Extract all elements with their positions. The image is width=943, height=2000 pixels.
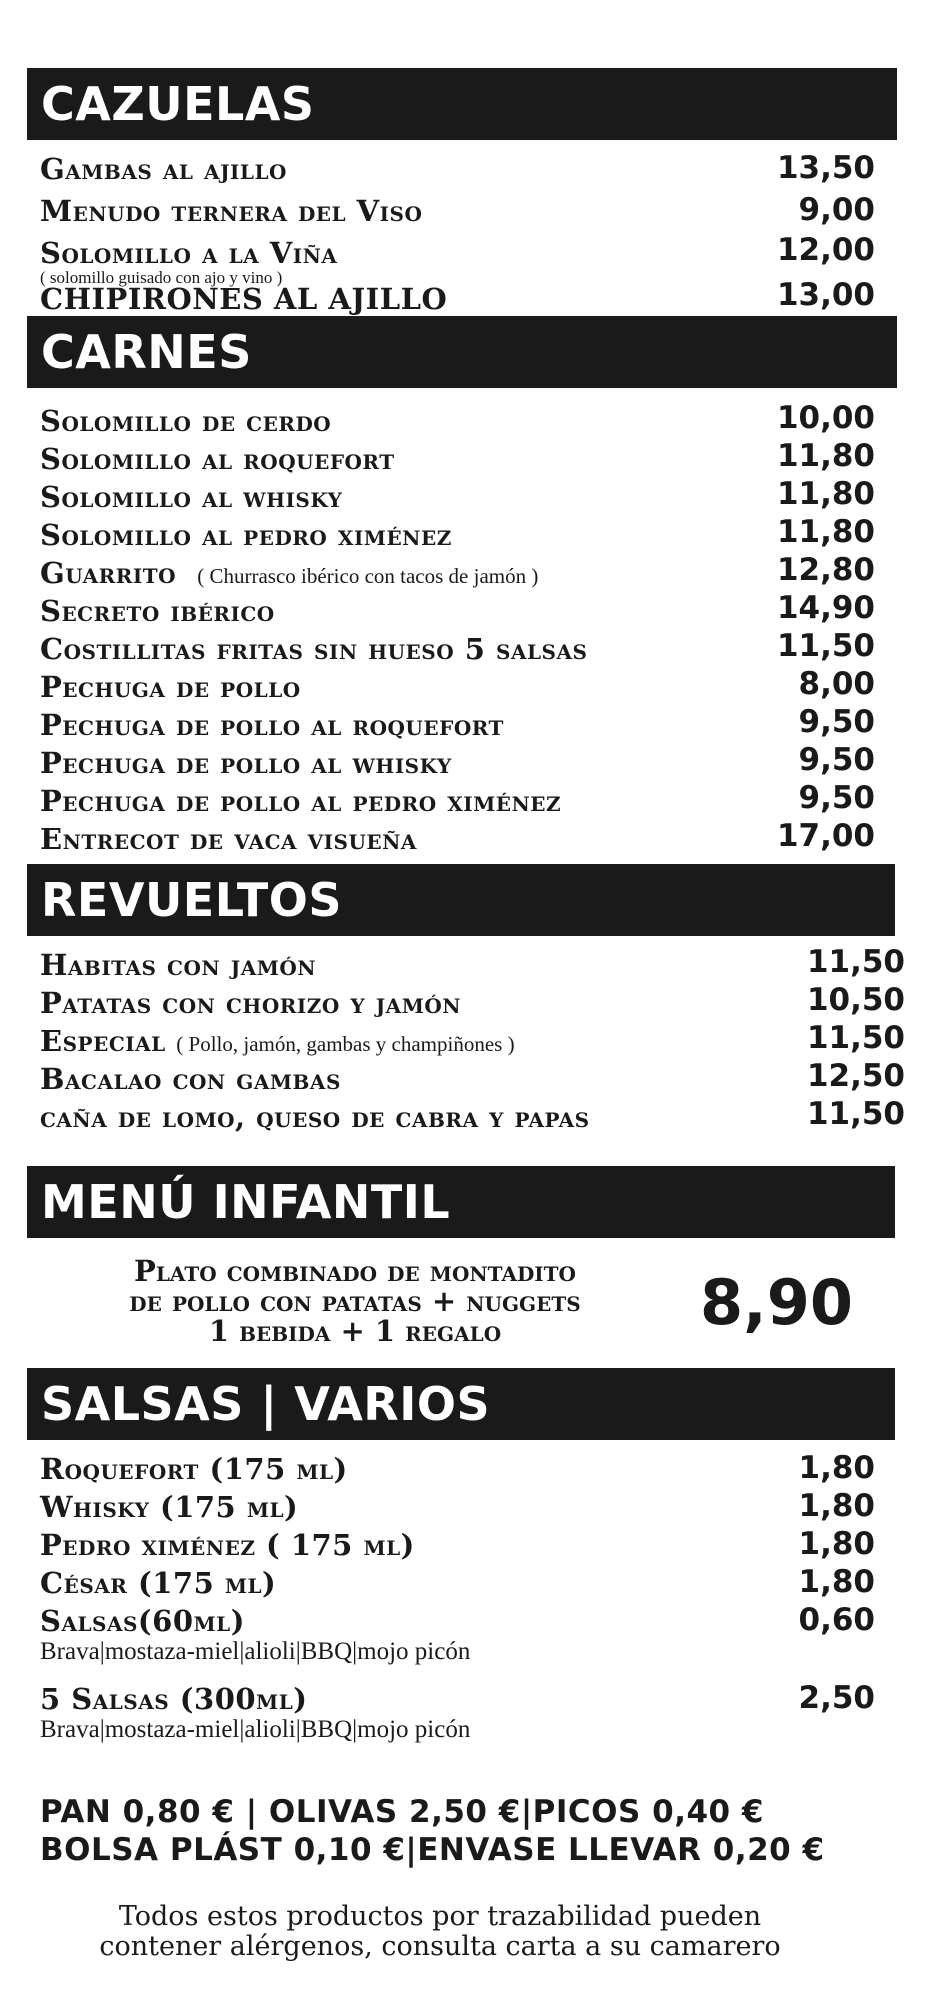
section-header-infantil: MENÚ INFANTIL [27, 1166, 895, 1238]
menu-item-price: 11,50 [806, 1096, 905, 1132]
menu-item-price: 10,50 [806, 982, 905, 1018]
menu-item-title: Especial [40, 1024, 166, 1058]
menu-item-price: 11,80 [776, 514, 875, 550]
extras-line: PAN 0,80 € | OLIVAS 2,50 €|PICOS 0,40 € [40, 1794, 764, 1830]
menu-item-price: 11,50 [806, 944, 905, 980]
menu-item-title: Guarrito [40, 556, 177, 590]
menu-item-name [40, 1024, 515, 1058]
menu-item-price: 1,80 [798, 1488, 875, 1524]
menu-item-price: 11,80 [776, 476, 875, 512]
menu-item-name: Solomillo al pedro ximénez [40, 518, 452, 552]
menu-item-name: Solomillo de cerdo [40, 404, 332, 438]
menu-item-price: 12,00 [776, 232, 875, 268]
menu-item-name: Costillitas fritas sin hueso 5 salsas [40, 632, 588, 666]
menu-item-name: Entrecot de vaca visueña [40, 822, 417, 856]
menu-item-price: 8,00 [798, 666, 875, 702]
menu-item-note: ( Pollo, jamón, gambas y champiñones ) [176, 1032, 515, 1056]
menu-item-price: 12,80 [776, 552, 875, 588]
menu-item-name: Pechuga de pollo al roquefort [40, 708, 504, 742]
menu-item-price: 11,80 [776, 438, 875, 474]
menu-item-price: 2,50 [798, 1680, 875, 1716]
menu-item-name: 5 Salsas (300ml) [40, 1682, 308, 1716]
sauce-options: Brava|mostaza-miel|alioli|BBQ|mojo picón [40, 1638, 471, 1665]
menu-item-price: 11,50 [776, 628, 875, 664]
menu-item-name: Solomillo a la Viña [40, 236, 338, 270]
allergen-notice: contener alérgenos, consulta carta a su camarero [99, 1931, 781, 1962]
section-header-carnes: CARNES [27, 316, 897, 388]
menu-item-name: Patatas con chorizo y jamón [40, 986, 462, 1020]
kids-menu-line: 1 bebida + 1 regalo [208, 1314, 502, 1348]
menu-item-name: Roquefort (175 ml) [40, 1452, 348, 1486]
section-header-revueltos: REVUELTOS [27, 864, 895, 936]
menu-item-note: ( Churrasco ibérico con tacos de jamón ) [197, 564, 539, 588]
menu-item-name [40, 556, 538, 590]
kids-menu-line: de pollo con patatas + nuggets [129, 1284, 581, 1318]
menu-item-name: Menudo ternera del Viso [40, 194, 423, 228]
menu-item-price: 11,50 [806, 1020, 905, 1056]
menu-item-price: 17,00 [776, 818, 875, 854]
menu-item-name: Pechuga de pollo [40, 670, 301, 704]
menu-item-price: 9,50 [798, 780, 875, 816]
menu-item-note: ( solomillo guisado con ajo y vino ) [40, 268, 283, 287]
menu-item-price: 9,50 [798, 704, 875, 740]
menu-item-price: 0,60 [798, 1602, 875, 1638]
menu-item-name: Gambas al ajillo [40, 152, 287, 186]
menu-item-name: César (175 ml) [40, 1566, 277, 1600]
menu-item-price: 14,90 [776, 590, 875, 626]
menu-item-price: 1,80 [798, 1526, 875, 1562]
menu-item-name: Habitas con jamón [40, 948, 317, 982]
menu-item-price: 12,50 [806, 1058, 905, 1094]
menu-item-name: Pechuga de pollo al whisky [40, 746, 452, 780]
menu-item-price: 1,80 [798, 1564, 875, 1600]
menu-item-name: Solomillo al roquefort [40, 442, 395, 476]
kids-menu-line: Plato combinado de montadito [134, 1254, 576, 1288]
menu-item-price: 13,00 [776, 277, 875, 313]
allergen-notice: Todos estos productos por trazabilidad pueden [118, 1901, 762, 1932]
menu-item-price: 9,50 [798, 742, 875, 778]
extras-line: BOLSA PLÁST 0,10 €|ENVASE LLEVAR 0,20 € [40, 1832, 825, 1868]
menu-item-name: caña de lomo, queso de cabra y papas [40, 1100, 590, 1134]
menu-item-price: 9,00 [798, 192, 875, 228]
menu-item-price: 1,80 [798, 1450, 875, 1486]
menu-item-name: Whisky (175 ml) [40, 1490, 299, 1524]
menu-item-name: CHIPIRONES AL AJILLO [40, 282, 448, 316]
sauce-options: Brava|mostaza-miel|alioli|BBQ|mojo picón [40, 1716, 471, 1743]
section-header-salsas: SALSAS | VARIOS [27, 1368, 895, 1440]
section-header-cazuelas: CAZUELAS [27, 68, 897, 140]
menu-item-price: 13,50 [776, 150, 875, 186]
menu-item-name: Secreto ibérico [40, 594, 275, 628]
menu-item-name: Salsas(60ml) [40, 1604, 245, 1638]
menu-item-name: Solomillo al whisky [40, 480, 343, 514]
menu-item-name: Pedro ximénez ( 175 ml) [40, 1528, 415, 1562]
menu-item-name: Bacalao con gambas [40, 1062, 341, 1096]
menu-item-price: 10,00 [776, 400, 875, 436]
kids-menu-price: 8,90 [700, 1266, 853, 1339]
menu-item-name: Pechuga de pollo al pedro ximénez [40, 784, 562, 818]
